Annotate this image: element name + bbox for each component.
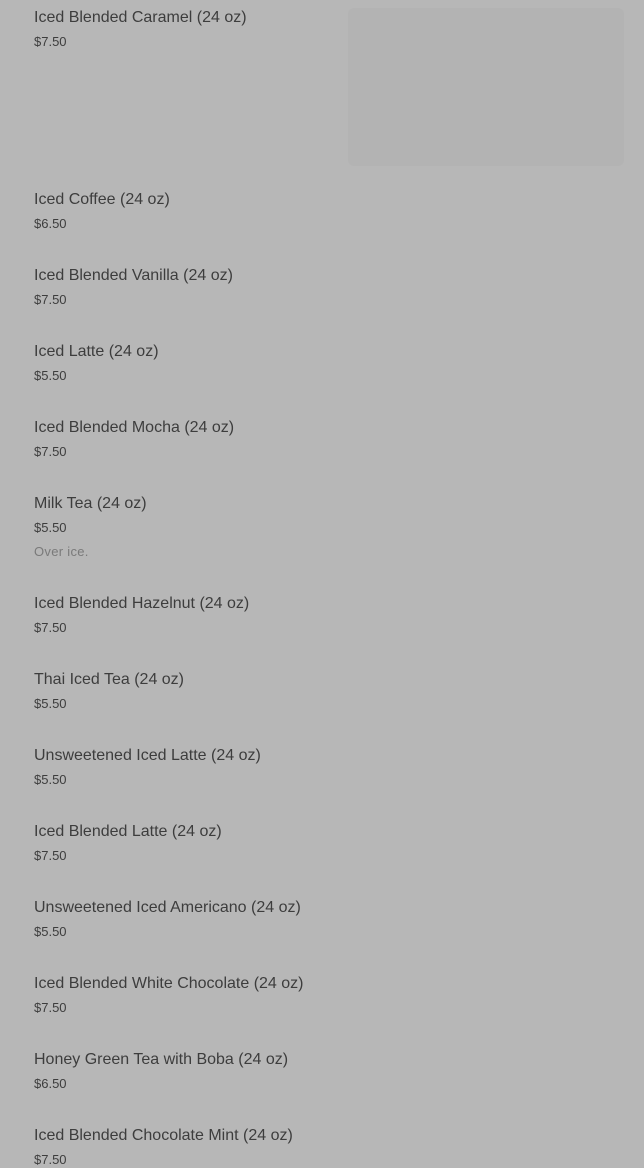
menu-item[interactable] xyxy=(0,822,644,882)
item-name: Iced Latte (24 oz) xyxy=(34,343,159,360)
item-price: $6.50 xyxy=(34,1076,67,1091)
item-image-placeholder[interactable] xyxy=(348,8,624,166)
item-price: $7.50 xyxy=(34,620,67,635)
item-name: Iced Coffee (24 oz) xyxy=(34,191,170,208)
menu-item[interactable] xyxy=(0,8,644,168)
item-price: $5.50 xyxy=(34,924,67,939)
item-price: $5.50 xyxy=(34,696,67,711)
menu-item[interactable] xyxy=(0,1050,644,1110)
menu-item[interactable] xyxy=(0,974,644,1034)
menu-item[interactable] xyxy=(0,418,644,478)
menu-item[interactable] xyxy=(0,1126,644,1167)
item-name: Unsweetened Iced Americano (24 oz) xyxy=(34,899,301,916)
item-name: Iced Blended Chocolate Mint (24 oz) xyxy=(34,1127,293,1144)
item-name: Iced Blended White Chocolate (24 oz) xyxy=(34,975,304,992)
item-price: $7.50 xyxy=(34,1152,67,1167)
item-name: Iced Blended Vanilla (24 oz) xyxy=(34,267,233,284)
item-name: Iced Blended Mocha (24 oz) xyxy=(34,419,235,436)
menu-item[interactable] xyxy=(0,266,644,326)
item-price: $5.50 xyxy=(34,368,67,383)
item-name: Unsweetened Iced Latte (24 oz) xyxy=(34,747,261,764)
menu-item[interactable] xyxy=(0,190,644,250)
item-description: Over ice. xyxy=(34,544,89,559)
menu-item[interactable] xyxy=(0,746,644,806)
item-name: Iced Blended Caramel (24 oz) xyxy=(34,9,247,26)
menu-item[interactable] xyxy=(0,342,644,402)
item-price: $7.50 xyxy=(34,444,67,459)
menu-item[interactable] xyxy=(0,670,644,730)
item-price: $5.50 xyxy=(34,772,67,787)
item-price: $7.50 xyxy=(34,848,67,863)
menu-item[interactable] xyxy=(0,898,644,958)
item-name: Iced Blended Latte (24 oz) xyxy=(34,823,222,840)
item-price: $7.50 xyxy=(34,1000,67,1015)
item-name: Thai Iced Tea (24 oz) xyxy=(34,671,185,688)
item-price: $6.50 xyxy=(34,216,67,231)
item-name: Milk Tea (24 oz) xyxy=(34,495,147,512)
menu-item[interactable] xyxy=(0,494,644,578)
item-name: Honey Green Tea with Boba (24 oz) xyxy=(34,1051,289,1068)
item-name: Iced Blended Hazelnut (24 oz) xyxy=(34,595,250,612)
menu-item[interactable] xyxy=(0,594,644,654)
item-price: $7.50 xyxy=(34,292,67,307)
item-price: $5.50 xyxy=(34,520,67,535)
item-price: $7.50 xyxy=(34,34,67,49)
